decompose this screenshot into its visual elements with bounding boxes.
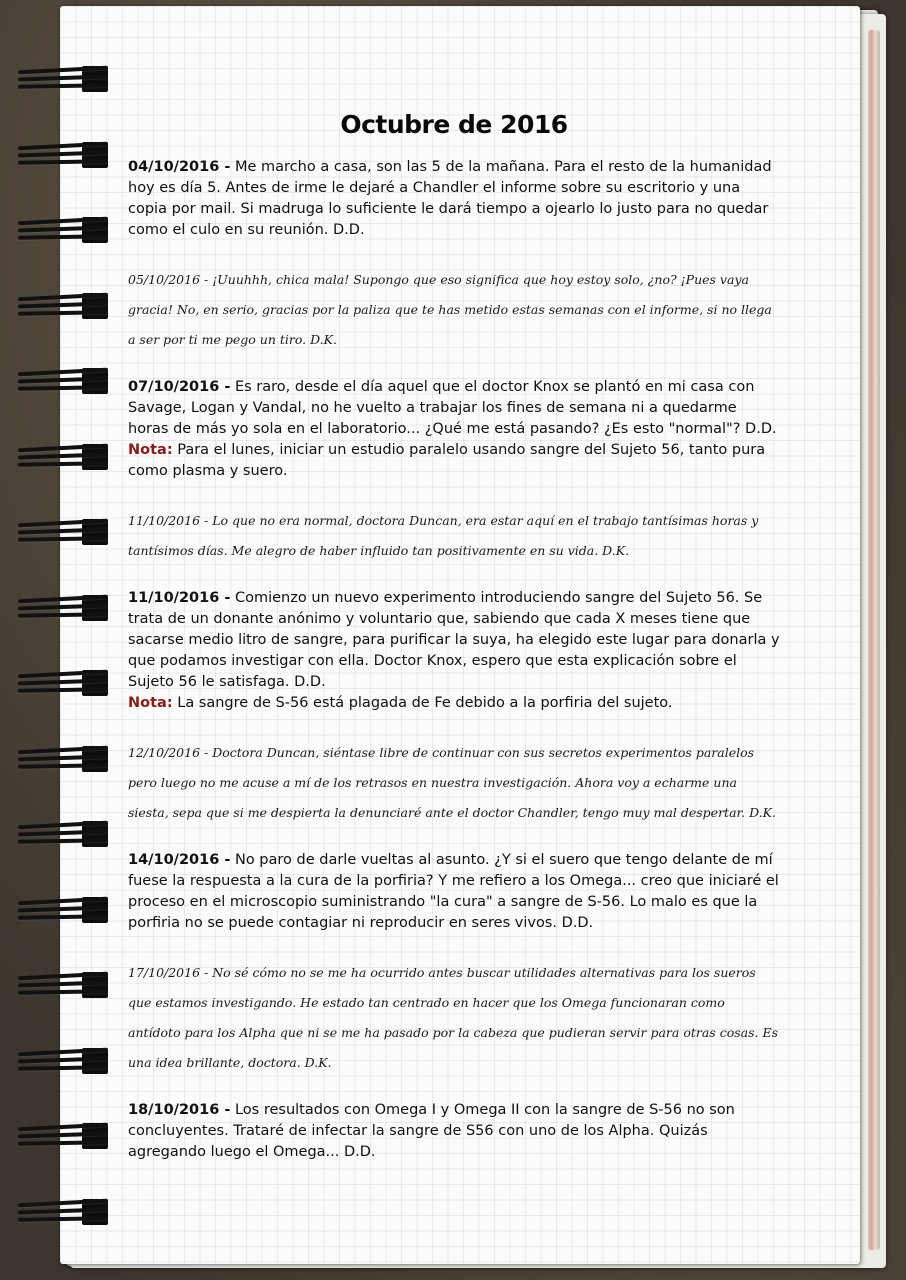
spiral-ring (8, 666, 110, 700)
entry-text: No paro de darle vueltas al asunto. ¿Y si el suero que tengo delante de mí fuese la respuesta a la cura de la porfiria? Y me refiero a los Omega... creo que iniciaré el proceso en el microscopio suministrando "la cura" a sangre de S-56. Lo malo es que la porfiria no se puede contagiar ni reproducir en seres vivos. D.D. (128, 852, 779, 931)
note-text: Para el lunes, iniciar un estudio paralelo usando sangre del Sujeto 56, tanto pura como plasma y suero. (128, 442, 766, 479)
journal-entry (128, 958, 780, 1078)
journal-entries (128, 157, 780, 1163)
note-text: La sangre de S-56 está plagada de Fe debido a la porfiria del sujeto. (172, 695, 673, 711)
spiral-ring (8, 138, 110, 172)
entry-date: 18/10/2016 - (128, 1102, 231, 1118)
spiral-wire (18, 159, 108, 165)
spiral-ring (8, 213, 110, 247)
entry-text: Los resultados con Omega I y Omega II con la sangre de S-56 no son concluyentes. Trataré de infectar la sangre de S56 con uno de los Alpha. Quizás agregando luego el Omega... D.D. (128, 1102, 735, 1160)
journal-entry (128, 738, 780, 828)
entry-text: Lo que no era normal, doctora Duncan, era estar aquí en el trabajo tantísimas horas y tantísimos días. Me alegro de haber influido tan positivamente en su vida. D.K. (128, 513, 759, 558)
spiral-ring (8, 1195, 110, 1229)
spiral-ring (8, 591, 110, 625)
spiral-ring (8, 893, 110, 927)
entry-date: 04/10/2016 - (128, 159, 231, 175)
journal-entry (128, 588, 780, 714)
entry-text: ¡Uuuhhh, chica mala! Supongo que eso significa que hoy estoy solo, ¿no? ¡Pues vaya gracia! No, en serio, gracias por la paliza que te has metido estas semanas con el informe, si no llega a ser por ti me pego un tiro. D.K. (128, 272, 772, 347)
spiral-ring (8, 515, 110, 549)
spiral-wire (18, 310, 108, 316)
spiral-wire (18, 914, 108, 920)
entry-note (128, 440, 780, 482)
page-edge (868, 30, 880, 1250)
journal-entry (128, 850, 780, 934)
journal-entry (128, 265, 780, 355)
journal-entry (128, 1100, 780, 1163)
spiral-ring (8, 968, 110, 1002)
entry-date: 17/10/2016 - (128, 965, 209, 980)
spiral-ring (8, 440, 110, 474)
spiral-wire (18, 1216, 108, 1222)
entry-text: Es raro, desde el día aquel que el doctor Knox se plantó en mi casa con Savage, Logan y Vandal, no he vuelto a trabajar los fines de semana ni a quedarme horas de más yo sola en el laboratorio... ¿Qué me está pasando? ¿Es esto "normal"? D.D. (128, 379, 777, 437)
note-label: Nota: (128, 442, 173, 458)
entry-date: 11/10/2016 - (128, 513, 209, 528)
entry-date: 07/10/2016 - (128, 379, 231, 395)
entry-date: 05/10/2016 - (128, 272, 209, 287)
spiral-wire (18, 612, 108, 618)
spiral-ring (8, 817, 110, 851)
entry-text: Doctora Duncan, siéntase libre de continuar con sus secretos experimentos paralelos pero luego no me acuse a mí de los retrasos en nuestra investigación. Ahora voy a echarme una siesta, sepa que si me despierta la denunciaré ante el doctor Chandler, tengo muy mal despertar. D.K. (128, 745, 776, 820)
spiral-ring (8, 62, 110, 96)
spiral-wire (18, 763, 108, 769)
spiral-binding (8, 0, 118, 1280)
spiral-wire (18, 461, 108, 467)
entry-date: 14/10/2016 - (128, 852, 231, 868)
journal-entry (128, 377, 780, 482)
note-label: Nota: (128, 695, 173, 711)
journal-entry (128, 506, 780, 566)
entry-date: 11/10/2016 - (128, 590, 231, 606)
spiral-ring (8, 1044, 110, 1078)
entry-note (128, 693, 780, 714)
spiral-ring (8, 1119, 110, 1153)
spiral-ring (8, 289, 110, 323)
entry-text: No sé cómo no se me ha ocurrido antes buscar utilidades alternativas para los sueros que estamos investigando. He estado tan centrado en hacer que los Omega funcionaran como antídoto para los Alpha que ni se me ha pasado por la cabeza que pudieran servir para otras cosas. Es una idea brillante, doctora. D.K. (128, 965, 778, 1070)
entry-text: Comienzo un nuevo experimento introduciendo sangre del Sujeto 56. Se trata de un donante anónimo y voluntario que, sabiendo que cada X meses tiene que sacarse medio litro de sangre, para purificar la suya, ha elegido este lugar para donarla y que podamos investigar con ella. Doctor Knox, espero que esta explicación sobre el Sujeto 56 le satisfaga. D.D. (128, 590, 780, 690)
entry-date: 12/10/2016 - (128, 745, 209, 760)
spiral-wire (18, 1065, 108, 1071)
entry-text: Me marcho a casa, son las 5 de la mañana. Para el resto de la humanidad hoy es día 5. Antes de irme le dejaré a Chandler el informe sobre su escritorio y una copia por mail. Si madruga lo suficiente le dará tiempo a ojearlo lo justo para no quedar como el culo en su reunión. D.D. (128, 159, 772, 238)
page-content (128, 100, 780, 1187)
page-title: Octubre de 2016 (340, 110, 568, 139)
journal-entry (128, 157, 780, 241)
spiral-ring (8, 364, 110, 398)
spiral-ring (8, 742, 110, 776)
